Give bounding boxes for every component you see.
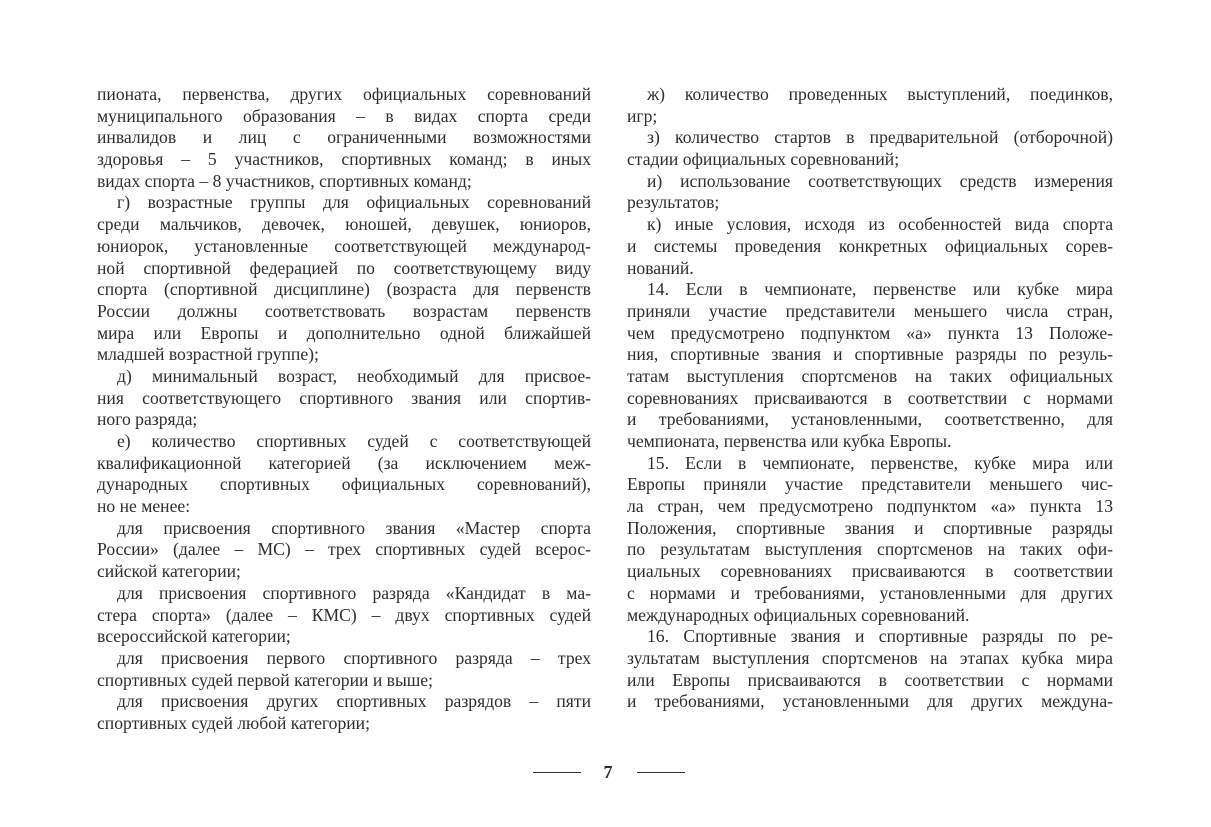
text-line: среди мальчиков, девочек, юношей, девушек, юниоров, xyxy=(97,214,591,235)
text-line: видах спорта – 8 участников, спортивных команд; xyxy=(97,170,472,191)
text-line: ния, спортивные звания и спортивные разряды по резуль- xyxy=(627,344,1113,365)
paragraph xyxy=(627,84,1113,127)
text-line: циальных соревнованиях присваиваются в соответствии xyxy=(627,561,1113,582)
paragraph xyxy=(97,192,591,366)
right-column xyxy=(627,84,1113,713)
text-line: младшей возрастной группе); xyxy=(97,344,319,365)
paragraph xyxy=(627,214,1113,279)
text-line: зультатам выступления спортсменов на этапах кубка мира xyxy=(627,647,1113,668)
text-line: квалификационной категорией (за исключением меж- xyxy=(97,452,591,473)
text-line: ния соответствующего спортивного звания или спортив- xyxy=(97,387,591,408)
text-line: всероссийской категории; xyxy=(97,626,291,647)
text-line: к) иные условия, исходя из особенностей вида спорта xyxy=(647,214,1113,235)
text-line: е) количество спортивных судей с соответствующей xyxy=(117,431,591,451)
text-line: для присвоения спортивного разряда «Кандидат в ма- xyxy=(117,582,591,603)
text-line: 15. Если в чемпионате, первенстве, кубке мира или xyxy=(647,452,1113,473)
text-line: 16. Спортивные звания и спортивные разряды по ре- xyxy=(647,626,1113,647)
text-line: и требованиями, установленными для других междуна- xyxy=(627,691,1113,712)
text-line: 14. Если в чемпионате, первенстве или кубке мира xyxy=(647,279,1113,300)
text-line: и системы проведения конкретных официальных сорев- xyxy=(627,235,1113,256)
text-line: г) возрастные группы для официальных соревнований xyxy=(117,192,591,213)
footer-rule-left xyxy=(533,772,581,773)
text-line: или Европы присваиваются в соответствии с нормами xyxy=(627,669,1113,690)
text-line: России должны соответствовать возрастам первенств xyxy=(97,300,591,321)
text-line: инвалидов и лиц с ограниченными возможностями xyxy=(97,127,591,148)
text-line: и) использование соответствующих средств измерения xyxy=(647,170,1113,191)
left-column xyxy=(97,84,591,735)
text-line: стадии официальных соревнований; xyxy=(627,149,900,170)
paragraph xyxy=(97,366,591,431)
text-line: муниципального образования – в видах спорта среди xyxy=(97,105,591,126)
text-line: результатов; xyxy=(627,192,720,213)
text-line: ж) количество проведенных выступлений, поединков, xyxy=(647,84,1113,104)
text-line: чем предусмотрено подпунктом «а» пункта 13 Положе- xyxy=(627,322,1113,343)
text-line: для присвоения спортивного звания «Мастер спорта xyxy=(117,517,591,538)
paragraph xyxy=(627,171,1113,214)
text-line: з) количество стартов в предварительной (отборочной) xyxy=(647,127,1113,148)
text-line: дународных спортивных официальных соревнований), xyxy=(97,474,591,495)
paragraph xyxy=(97,84,591,192)
text-line: Положения, спортивные звания и спортивные разряды xyxy=(627,517,1113,538)
paragraph xyxy=(97,431,591,518)
paragraph xyxy=(97,518,591,583)
text-line: соревнованиях присваиваются в соответствии с нормами xyxy=(627,387,1113,408)
text-line: по результатам выступления спортсменов на таких офи- xyxy=(627,539,1113,560)
text-line: д) минимальный возраст, необходимый для присвое- xyxy=(117,365,591,386)
text-line: и требованиями, установленными, соответственно, для xyxy=(627,409,1113,430)
text-line: ного разряда; xyxy=(97,409,198,430)
text-line: игр; xyxy=(627,105,658,126)
paragraph xyxy=(627,127,1113,170)
text-line: спорта (спортивной дисциплине) (возраста для первенств xyxy=(97,279,591,300)
paragraph xyxy=(97,583,591,648)
paragraph xyxy=(97,691,591,734)
text-line: юниорок, установленные соответствующей международ- xyxy=(97,235,591,256)
text-line: нований. xyxy=(627,257,694,278)
page-footer xyxy=(0,760,1211,784)
text-line: стера спорта» (далее – КМС) – двух спортивных судей xyxy=(97,604,591,625)
text-line: приняли участие представители меньшего числа стран, xyxy=(627,300,1113,321)
text-line: Европы приняли участие представители меньшего чис- xyxy=(627,474,1113,495)
paragraph xyxy=(627,279,1113,453)
text-line: ла стран, чем предусмотрено подпунктом «а» пункта 13 xyxy=(627,496,1113,517)
footer-rule-right xyxy=(637,772,685,773)
text-line: пионата, первенства, других официальных соревнований xyxy=(97,84,591,104)
text-line: чемпионата, первенства или кубка Европы. xyxy=(627,431,952,451)
paragraph xyxy=(97,648,591,691)
text-line: с нормами и требованиями, установленными для других xyxy=(627,582,1113,603)
text-line: ной спортивной федерацией по соответствующему виду xyxy=(97,257,591,278)
text-line: международных официальных соревнований. xyxy=(627,604,970,625)
text-line: для присвоения первого спортивного разряда – трех xyxy=(117,647,591,668)
text-line: здоровья – 5 участников, спортивных команд; в иных xyxy=(97,149,591,170)
text-line: России» (далее – МС) – трех спортивных судей всерос- xyxy=(97,539,591,560)
paragraph xyxy=(627,453,1113,627)
text-line: татам выступления спортсменов на таких официальных xyxy=(627,365,1113,386)
page-number: 7 xyxy=(603,762,613,782)
text-line: мира или Европы и дополнительно одной ближайшей xyxy=(97,322,591,343)
text-line: но не менее: xyxy=(97,496,191,517)
text-line: спортивных судей любой категории; xyxy=(97,712,370,733)
text-line: спортивных судей первой категории и выше; xyxy=(97,669,434,690)
text-line: для присвоения других спортивных разрядов – пяти xyxy=(117,691,591,712)
paragraph xyxy=(627,626,1113,713)
text-line: сийской категории; xyxy=(97,561,241,582)
